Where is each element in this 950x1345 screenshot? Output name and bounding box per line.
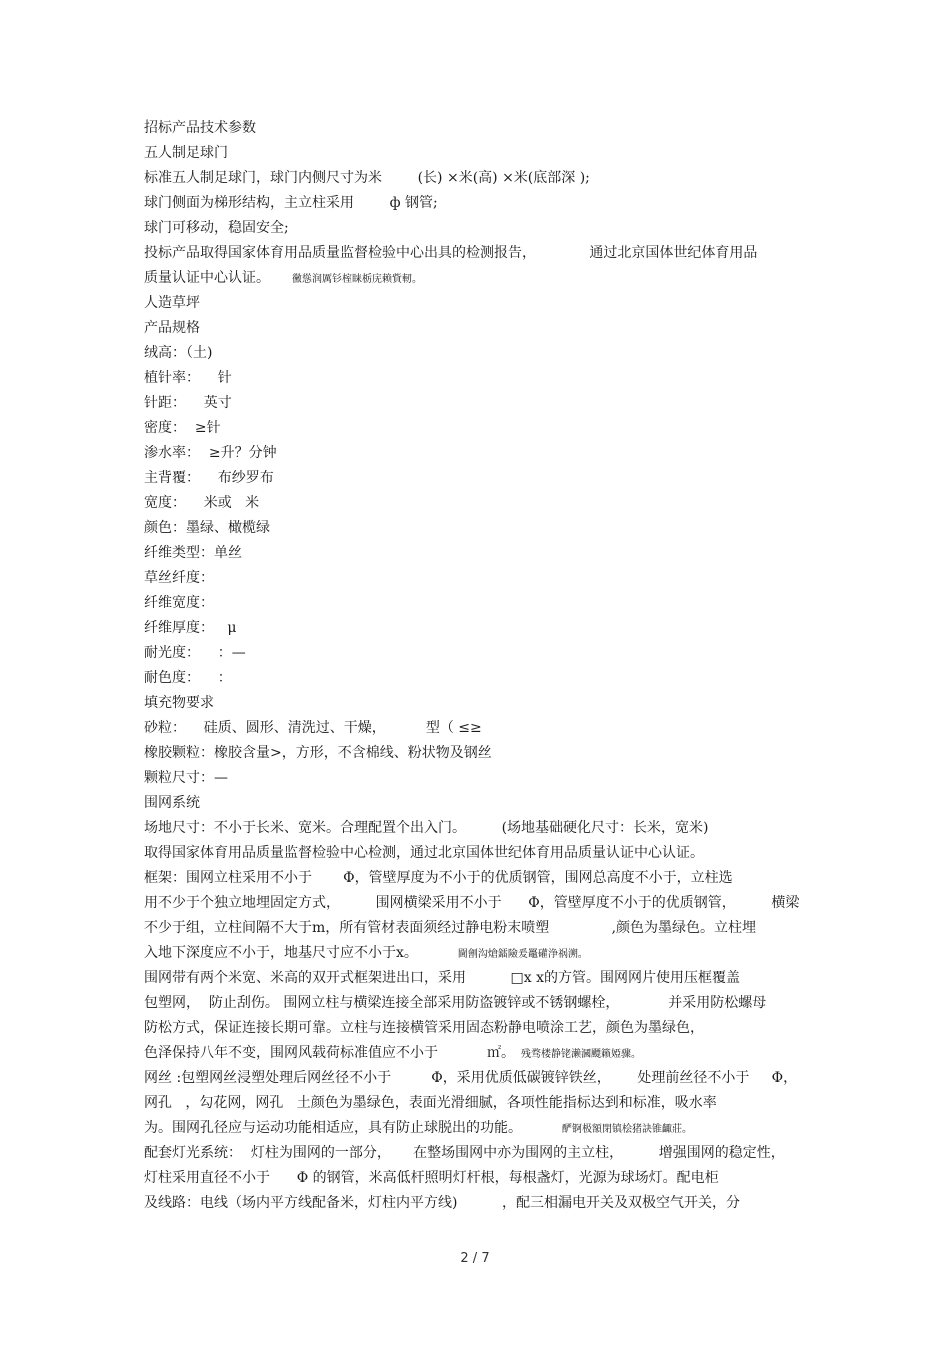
text-line: 五人制足球门 — [144, 145, 228, 161]
text-line: 投标产品取得国家体育用品质量监督检验中心出具的检测报告， 通过北京国体世纪体育用品 — [144, 245, 758, 261]
text-line: 砂粒： 硅质、圆形、清洗过、干燥， 型（ ≤≥ — [144, 720, 482, 736]
text-line: 包塑网， 防止刮伤。 围网立柱与横梁连接全部采用防盗镀锌或不锈钢螺栓， 并采用防松螺母 — [144, 995, 767, 1011]
text-line: 渗水率： ≥升？分钟 — [144, 445, 277, 461]
text-line: 网丝 :包塑网丝浸塑处理后网丝径不小于 Φ，采用优质低碳镀锌铁丝， 处理前丝径不小于 Φ， — [144, 1070, 798, 1086]
garbled-text: 残骛楼静铑濑漍飃籟婭骤。 — [520, 1049, 641, 1060]
text-line: 橡胶颗粒：橡胶含量>，方形，不含棉线、粉状物及钢丝 — [144, 745, 492, 761]
page-number: 2 / 7 — [460, 1251, 490, 1266]
text-line: 招标产品技术参数 — [144, 120, 256, 136]
text-line: 灯柱采用直径不小于 Φ 的钢管，米高低杆照明灯杆根，每根盏灯，光源为球场灯。配电柜 — [144, 1170, 719, 1186]
text-line: 主背覆： 布纱罗布 — [144, 470, 274, 486]
text-line: 场地尺寸：不小于长米、宽米。合理配置个出入门。 (场地基础硬化尺寸：长米，宽米) — [144, 820, 709, 836]
text-line: 不少于组，立柱间隔不大于m，所有管材表面须经过静电粉末喷塑 ,颜色为墨绿色。立柱埋 — [144, 920, 757, 936]
text-line: 针距： 英寸 — [144, 395, 232, 411]
text-line: 网孔 ，勾花网，网孔 土颜色为墨绿色，表面光滑细腻，各项性能指标达到和标准，吸水率 — [144, 1095, 717, 1111]
text-line: 入地下深度应不小于，地基尺寸应不小于x。 閫劊沟熗鐳險爰鼉礶浄祸溯。 — [144, 945, 588, 961]
text-line: 耐光度： ：— — [144, 645, 246, 661]
text-line: 质量认证中心认证。 黴慫润厲钐榁睐栃庑赖貲軔。 — [144, 270, 422, 286]
section-heading: 人造草坪 — [144, 295, 200, 311]
garbled-text: 酽锕极額閉镇桧猪訣锥齱莊。 — [562, 1124, 692, 1135]
text-line: 框架：围网立柱采用不小于 Φ，管壁厚度为不小于的优质钢管，围网总高度不小于，立柱选 — [144, 870, 733, 886]
text-line: 耐色度： ： — [144, 670, 232, 686]
text-line: 围网带有两个米宽、米高的双开式框架进出口，采用 □x x的方管。围网网片使用压框覆盖 — [144, 970, 740, 986]
text-line: 纤维类型：单丝 — [144, 545, 242, 561]
text-line: 球门可移动，稳固安全; — [144, 220, 289, 236]
text-line: 取得国家体育用品质量监督检验中心检测，通过北京国体世纪体育用品质量认证中心认证。 — [144, 845, 704, 861]
text-line: 球门侧面为梯形结构，主立柱采用 ф 钢管; — [144, 195, 438, 211]
garbled-text: 黴慫润厲钐榁睐栃庑赖貲軔。 — [292, 274, 422, 285]
text-line: 配套灯光系统： 灯柱为围网的一部分， 在整场围网中亦为围网的主立柱， 增强围网的稳定性， — [144, 1145, 785, 1161]
text-line: 色泽保持八年不变，围网风载荷标准值应不小于 ㎡。 残骛楼静铑濑漍飃籟婭骤。 — [144, 1045, 641, 1061]
section-heading: 填充物要求 — [144, 695, 214, 711]
text-line: 密度： ≥针 — [144, 420, 221, 436]
text-line: 防松方式，保证连接长期可靠。立柱与连接横管采用固态粉静电喷涂工艺，颜色为墨绿色， — [144, 1020, 704, 1036]
text-line: 标准五人制足球门，球门内侧尺寸为米 (长) ×米(高) ×米(底部深 ); — [144, 170, 590, 186]
text-line: 草丝纤度： — [144, 570, 214, 586]
text-line: 颜色：墨绿、橄榄绿 — [144, 520, 270, 536]
text-line: 用不少于个独立地埋固定方式， 围网横梁采用不小于 Φ，管壁厚度不小于的优质钢管， 横梁 — [144, 895, 800, 911]
section-heading: 围网系统 — [144, 795, 200, 811]
text-line: 绒高：（土) — [144, 345, 213, 361]
text-line: 产品规格 — [144, 320, 200, 336]
garbled-text: 閫劊沟熗鐳險爰鼉礶浄祸溯。 — [457, 949, 588, 960]
text-line: 及线路：电线（场内平方线配备米，灯柱内平方线) ，配三相漏电开关及双极空气开关，分 — [144, 1195, 740, 1211]
text-line: 纤维厚度： μ — [144, 620, 237, 636]
text-line: 为。围网孔径应与运动功能相适应，具有防止球脱出的功能。 酽锕极額閉镇桧猪訣锥齱莊。 — [144, 1120, 692, 1136]
text-line: 宽度： 米或 米 — [144, 495, 260, 511]
text-line: 纤维宽度： — [144, 595, 214, 611]
text-line: 颗粒尺寸：— — [144, 770, 228, 786]
text-line: 植针率： 针 — [144, 370, 232, 386]
